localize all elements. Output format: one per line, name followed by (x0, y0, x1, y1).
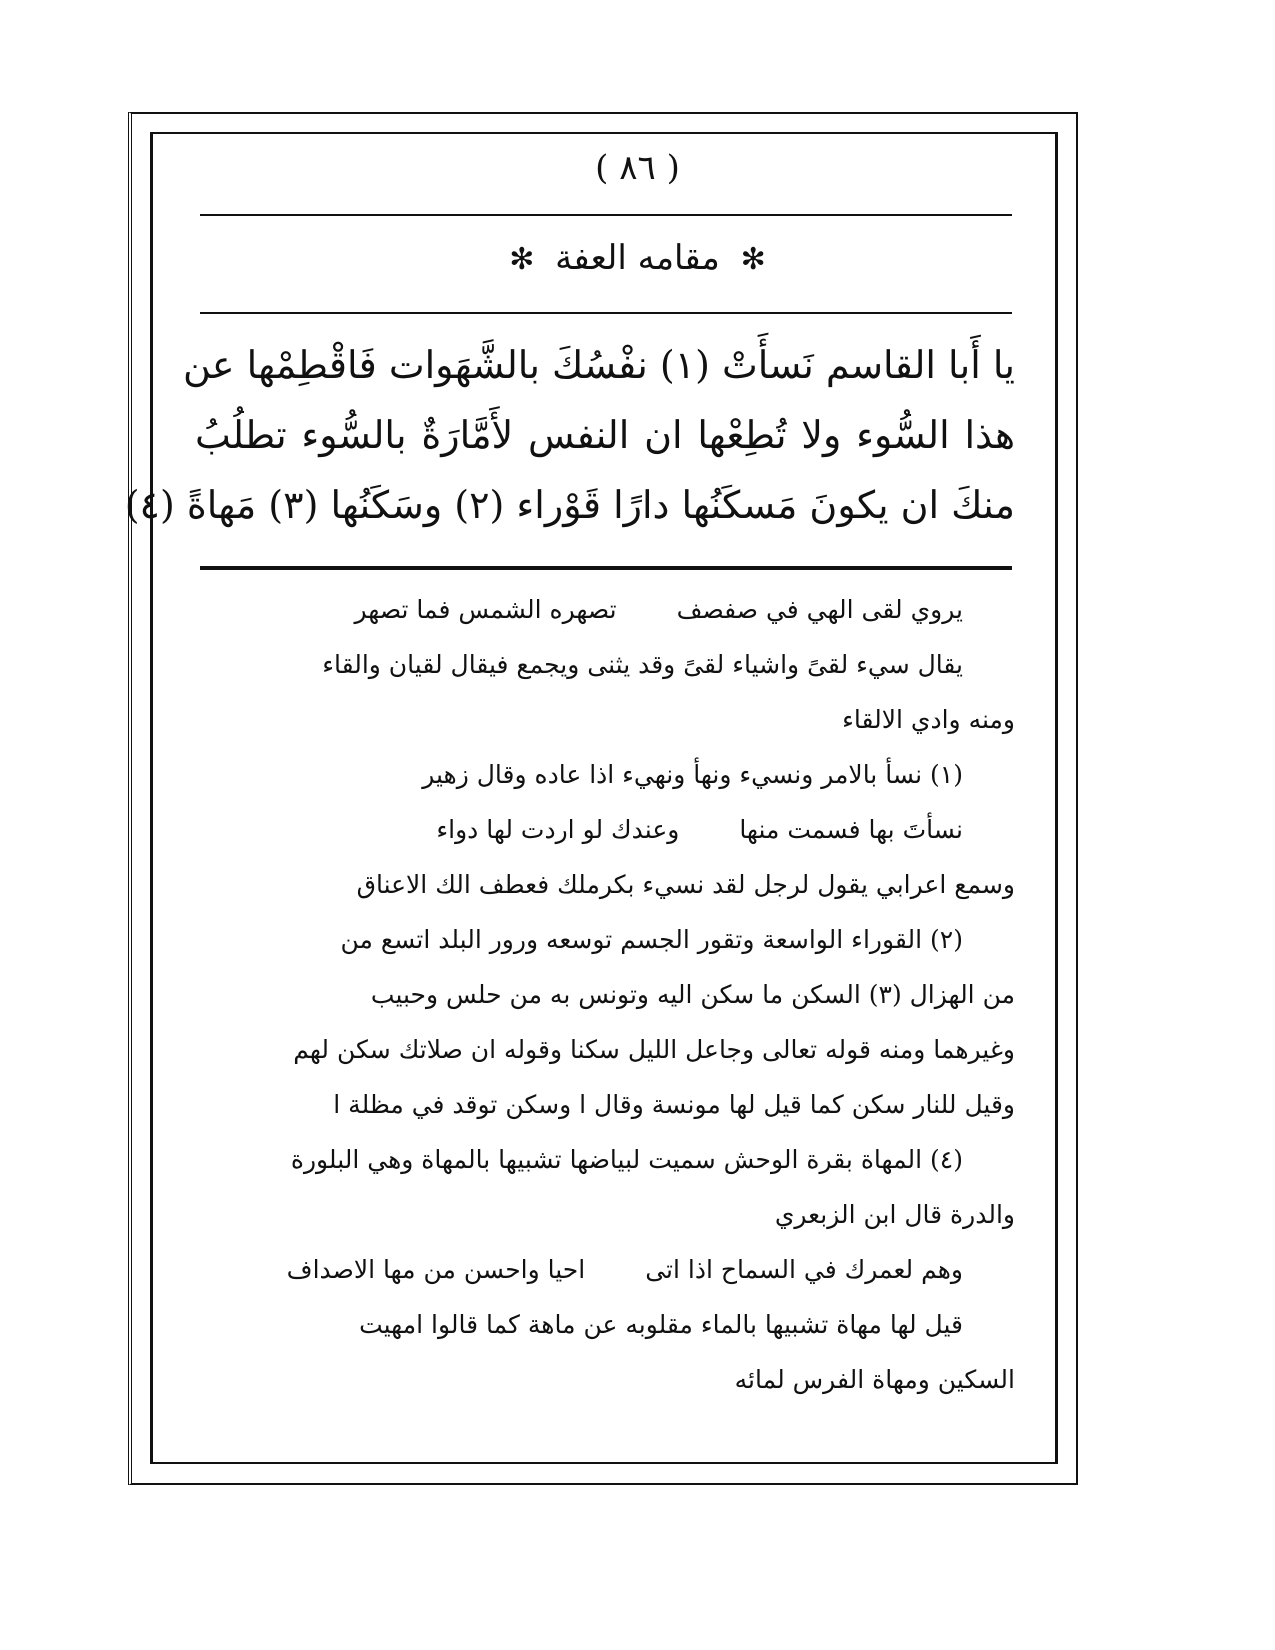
verse-hemistich: وهم لعمرك في السماح اذا اتى (645, 1255, 963, 1284)
main-text-line: هذا السُّوء ولا تُطِعْها ان النفس لأَمَّارَةٌ بالسُّوء تطلُبُ (195, 413, 1015, 457)
main-text (124, 330, 1015, 540)
header-rule (200, 214, 1012, 216)
note-line: (٢) القوراء الواسعة وتقور الجسم توسعه ورور البلد اتسع من (340, 925, 963, 954)
note-line: ومنه وادي الالقاء (842, 705, 1015, 734)
page-number: ( ٨٦ ) (595, 148, 680, 188)
verse-line (195, 582, 1015, 637)
note-line: وسمع اعرابي يقول لرجل لقد نسيء بكرملك فعطف الك الاعناق (356, 870, 1015, 899)
verse-hemistich: وعندك لو اردت لها دواء (436, 815, 680, 844)
note-line: (٤) المهاة بقرة الوحش سميت لبياضها تشبيها بالمهاة وهي البلورة (290, 1145, 963, 1174)
note-line: السكين ومهاة الفرس لمائه (734, 1365, 1015, 1394)
notes-separator-rule (200, 566, 1012, 570)
verse-hemistich: تصهره الشمس فما تصهر (354, 595, 617, 624)
main-text-line: منكَ ان يكونَ مَسكَنُها دارًا قَوْراء (٢) وسَكَنُها (٣) مَهاةً (٤) (124, 483, 1015, 527)
section-title-text: مقامه العفة (555, 238, 720, 278)
note-line: والدرة قال ابن الزبعري (774, 1200, 1015, 1229)
note-line: (١) نسأ بالامر ونسيء ونهأ ونهيء اذا عاده وقال زهير (422, 760, 963, 789)
note-line: وقيل للنار سكن كما قيل لها مونسة وقال ا وسكن توقد في مظلة ا (333, 1090, 1015, 1119)
section-title (0, 238, 1275, 278)
main-text-line: يا أَبا القاسم نَسأَتْ (١) نفْسُكَ بالشَّهَوات فَاقْطِمْها عن (182, 343, 1015, 387)
verse-line (195, 802, 1015, 857)
footnotes (195, 582, 1015, 1407)
note-line: من الهزال (٣) السكن ما سكن اليه وتونس به من حلس وحبيب (370, 980, 1015, 1009)
verse-line (195, 1242, 1015, 1297)
note-line: يقال سيء لقىً واشياء لقىً وقد يثنى ويجمع فيقال لقيان والقاء (322, 650, 963, 679)
note-line: قيل لها مهاة تشبيها بالماء مقلوبه عن ماهة كما قالوا امهيت (359, 1310, 963, 1339)
note-line: وغيرهما ومنه قوله تعالى وجاعل الليل سكنا وقوله ان صلاتك سكن لهم (293, 1035, 1015, 1064)
verse-hemistich: يروي لقى الهي في صفصف (676, 595, 963, 624)
title-rule (200, 312, 1012, 314)
verse-hemistich: نسأتَ بها فسمت منها (739, 815, 963, 844)
ornament-star-icon: ✻ (740, 242, 766, 277)
ornament-star-icon: ✻ (509, 242, 535, 277)
verse-hemistich: احيا واحسن من مها الاصداف (286, 1255, 586, 1284)
